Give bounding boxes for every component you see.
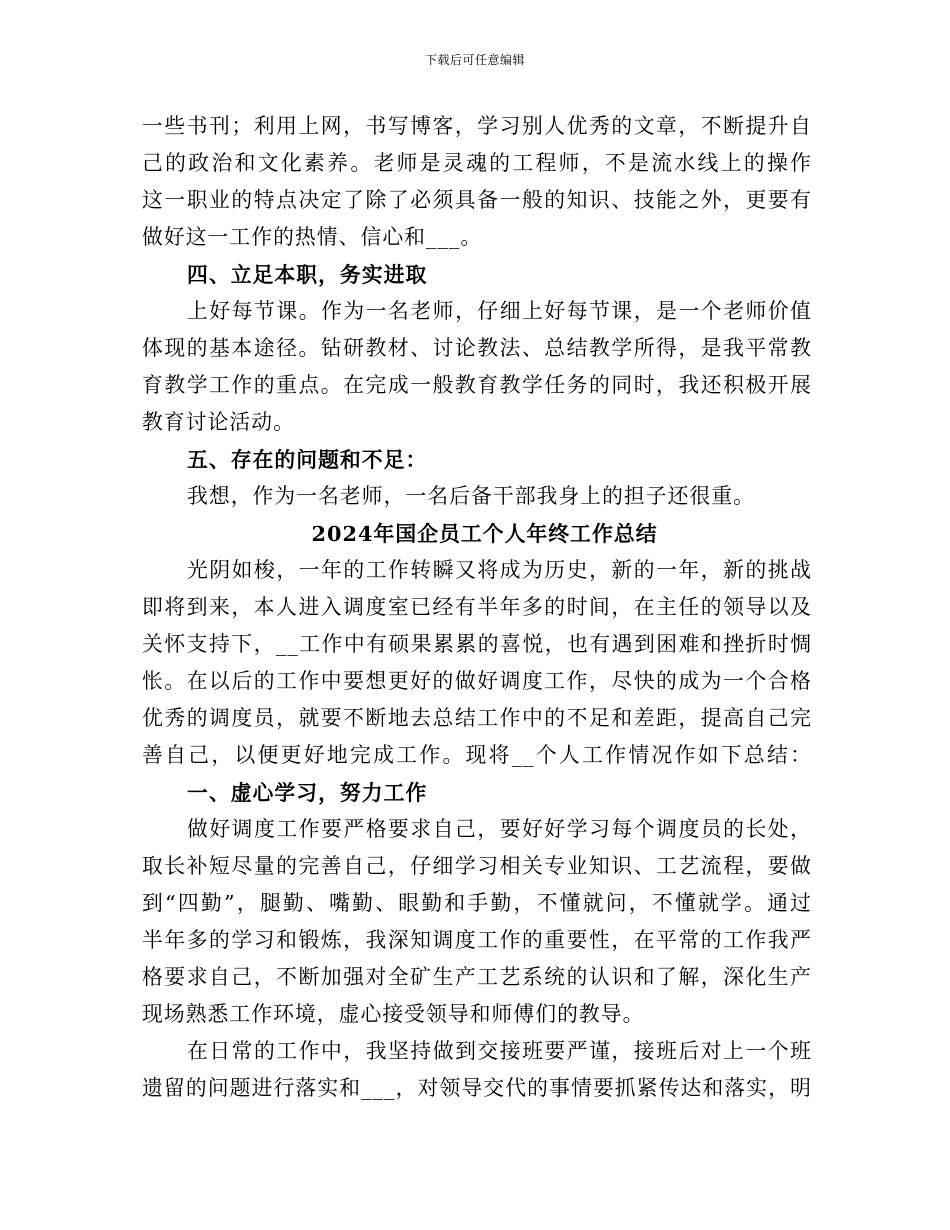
- text-line: 优秀的调度员，就要不断地去总结工作中的不足和差距，提高自己完: [142, 706, 812, 730]
- text-line: 这一职业的特点决定了除了必须具备一般的知识、技能之外，更要有: [142, 188, 812, 212]
- page-header: 下载后可任意编辑: [424, 53, 525, 67]
- text-line: 格要求自己，不断加强对全矿生产工艺系统的认识和了解，深化生产: [142, 965, 812, 989]
- document-title: 2024年国企员工个人年终工作总结: [311, 521, 658, 546]
- text-line: 教育讨论活动。: [142, 410, 295, 434]
- text-line: 怅。在以后的工作中要想更好的做好调度工作，尽快的成为一个合格: [142, 669, 812, 693]
- text-line: 取长补短尽量的完善自己，仔细学习相关专业知识、工艺流程，要做: [142, 854, 812, 878]
- text-line: 即将到来，本人进入调度室已经有半年多的时间，在主任的领导以及: [142, 595, 812, 619]
- text-line: 关怀支持下，__工作中有硕果累累的喜悦，也有遇到困难和挫折时惆: [142, 632, 812, 656]
- text-line: 半年多的学习和锻炼，我深知调度工作的重要性，在平常的工作我严: [142, 928, 812, 952]
- text-line: 做好这一工作的热情、信心和___。: [142, 225, 483, 249]
- text-line: 做好调度工作要严格要求自己，要好好学习每个调度员的长处，: [187, 817, 812, 841]
- section-heading: 四、立足本职，务实进取: [187, 262, 428, 287]
- section-heading: 五、存在的问题和不足：: [187, 447, 428, 472]
- text-line: 到“四勤”，腿勤、嘴勤、眼勤和手勤，不懂就问，不懂就学。通过: [142, 891, 812, 915]
- section-heading: 一、虚心学习，努力工作: [187, 780, 428, 805]
- text-line: 育教学工作的重点。在完成一般教育教学任务的同时，我还积极开展: [142, 373, 812, 397]
- text-line: 己的政治和文化素养。老师是灵魂的工程师，不是流水线上的操作: [142, 151, 812, 175]
- text-line: 善自己，以便更好地完成工作。现将__个人工作情况作如下总结：: [142, 743, 812, 767]
- text-line: 现场熟悉工作环境，虚心接受领导和师傅们的教导。: [142, 1002, 645, 1026]
- document-body: [142, 108, 812, 1107]
- text-line: 我想，作为一名老师，一名后备干部我身上的担子还很重。: [187, 484, 756, 508]
- text-line: 一些书刊；利用上网，书写博客，学习别人优秀的文章，不断提升自: [142, 114, 812, 138]
- text-line: 上好每节课。作为一名老师，仔细上好每节课，是一个老师价值: [187, 299, 812, 323]
- text-line: 遗留的问题进行落实和___，对领导交代的事情要抓紧传达和落实，明: [142, 1076, 812, 1100]
- text-line: 在日常的工作中，我坚持做到交接班要严谨，接班后对上一个班: [187, 1039, 812, 1063]
- text-line: 体现的基本途径。钻研教材、讨论教法、总结教学所得，是我平常教: [142, 336, 812, 360]
- text-line: 光阴如梭，一年的工作转瞬又将成为历史，新的一年，新的挑战: [187, 558, 812, 582]
